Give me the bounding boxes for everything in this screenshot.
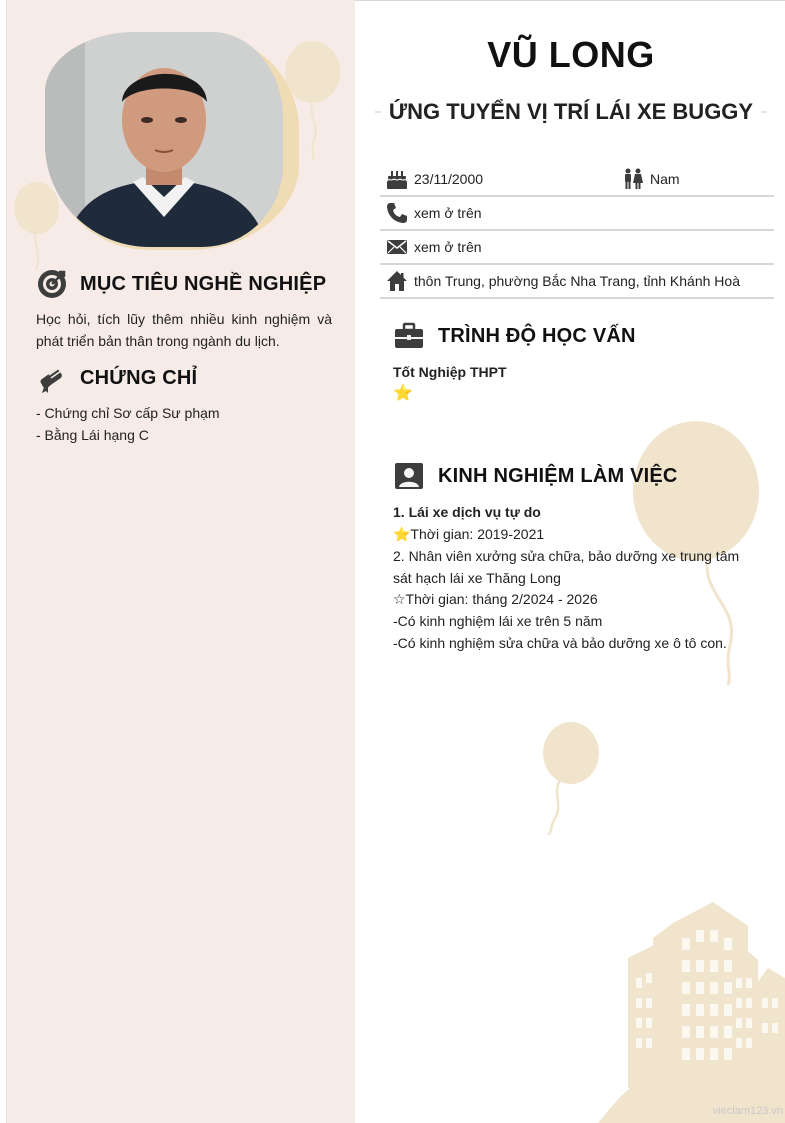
gender-value: Nam xyxy=(650,170,680,187)
birthday-value: 23/11/2000 xyxy=(414,170,484,187)
education-header xyxy=(392,320,636,352)
profile-photo-frame xyxy=(45,30,300,255)
watermark: vieclam123.vn xyxy=(712,1105,783,1117)
balloon-decoration xyxy=(543,722,599,784)
certificates-title: CHỨNG CHỈ xyxy=(80,366,198,389)
target-icon xyxy=(36,268,68,300)
objective-text: Học hỏi, tích lũy thêm nhiều kinh nghiệm và phát triển bản thân trong ngành du lịch. xyxy=(36,311,332,349)
briefcase-icon xyxy=(392,320,426,352)
page-border xyxy=(0,0,7,1123)
experience-title: KINH NGHIỆM LÀM VIỆC xyxy=(438,464,678,487)
job-2-title: 2. Nhân viên xưởng sửa chữa, bảo dưỡng xe trung tâm sát hạch lái xe Thăng Long xyxy=(393,548,740,586)
phone-value: xem ở trên xyxy=(414,204,482,221)
experience-note: -Có kinh nghiệm sửa chữa và bảo dưỡng xe ô tô con. xyxy=(393,635,727,651)
objective-header xyxy=(36,268,326,300)
city-skyline-decoration xyxy=(598,898,785,1123)
star-icon: ⭐ xyxy=(393,385,413,402)
phone-icon xyxy=(386,202,408,224)
job-title-row xyxy=(375,97,767,127)
job-2-time: ☆Thời gian: tháng 2/2024 - 2026 xyxy=(393,591,598,607)
experience-note: -Có kinh nghiệm lái xe trên 5 năm xyxy=(393,613,603,629)
email-value: xem ở trên xyxy=(414,238,482,255)
address-value: thôn Trung, phường Bắc Nha Trang, tỉnh Khánh Hoà xyxy=(414,272,740,289)
balloon-string xyxy=(540,780,570,835)
home-icon xyxy=(386,270,408,292)
experience-header xyxy=(392,460,678,492)
gender-icon xyxy=(622,168,644,190)
education-degree: Tốt Nghiệp THPT xyxy=(393,364,507,380)
certificate-item: - Chứng chỉ Sơ cấp Sư phạm xyxy=(36,405,220,421)
divider xyxy=(761,111,767,113)
user-card-icon xyxy=(392,460,426,492)
certificates-header xyxy=(36,362,197,394)
page-border-top xyxy=(355,0,785,1)
balloon-string xyxy=(298,100,328,160)
objective-title: MỤC TIÊU NGHỀ NGHIỆP xyxy=(80,272,327,295)
certificate-item: - Bằng Lái hạng C xyxy=(36,427,149,443)
candidate-name: VŨ LONG xyxy=(487,34,655,75)
education-title: TRÌNH ĐỘ HỌC VẤN xyxy=(438,324,636,347)
birthday-cake-icon xyxy=(386,168,408,190)
info-row-address xyxy=(380,264,774,299)
envelope-icon xyxy=(386,236,408,258)
job-title: ỨNG TUYỂN VỊ TRÍ LÁI XE BUGGY xyxy=(388,99,754,124)
job-1-title: 1. Lái xe dịch vụ tự do xyxy=(393,504,541,520)
job-1-time: ⭐Thời gian: 2019-2021 xyxy=(393,526,545,542)
info-row-birthday-gender xyxy=(380,162,774,197)
info-row-email xyxy=(380,230,774,265)
diploma-icon xyxy=(36,362,68,394)
info-row-phone xyxy=(380,196,774,231)
avatar xyxy=(45,32,283,247)
